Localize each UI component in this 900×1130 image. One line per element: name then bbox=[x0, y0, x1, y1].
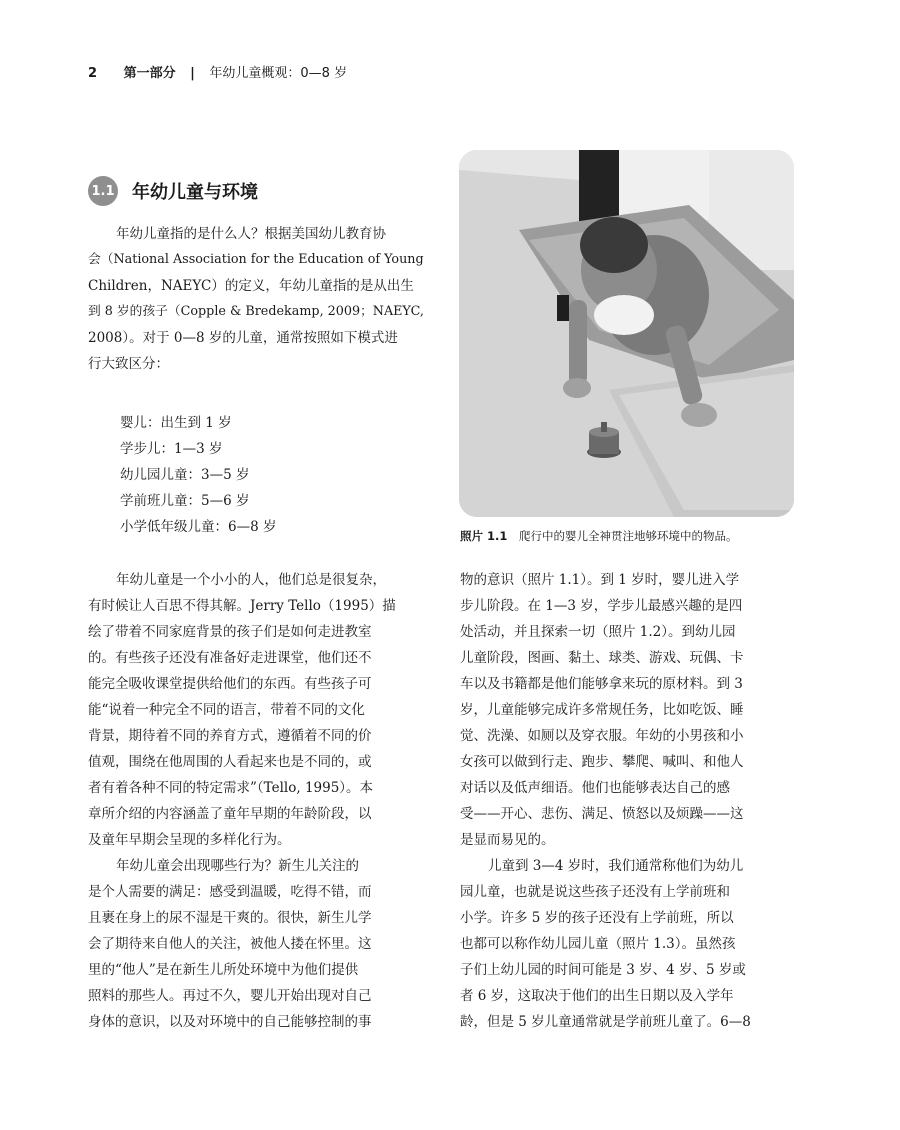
text-line: 章所介绍的内容涵盖了童年早期的年龄阶段，以 bbox=[88, 806, 372, 822]
section-number-badge: 1.1 bbox=[88, 176, 118, 206]
text-line: 有时候让人百思不得其解。Jerry Tello（1995）描 bbox=[88, 598, 396, 614]
section-title: 年幼儿童与环境 bbox=[132, 182, 258, 203]
header-separator: | bbox=[190, 66, 195, 81]
text-line: 小学。许多 5 岁的孩子还没有上学前班，所以 bbox=[460, 910, 734, 926]
text-line: 照料的那些人。再过不久，婴儿开始出现对自己 bbox=[88, 988, 372, 1004]
text-line: 能“说着一种完全不同的语言，带着不同的文化 bbox=[88, 702, 365, 718]
list-item: 婴儿：出生到 1 岁 bbox=[120, 415, 232, 431]
part-label: 第一部分 bbox=[123, 66, 176, 81]
text-line: 年幼儿童会出现哪些行为？新生儿关注的 bbox=[116, 858, 359, 874]
text-line: 值观，围绕在他周围的人看起来也是不同的，或 bbox=[88, 754, 372, 770]
text-line: 会了期待来自他人的关注，被他人搂在怀里。这 bbox=[88, 936, 372, 952]
text-line: 是显而易见的。 bbox=[460, 832, 555, 848]
intro-paragraph bbox=[88, 221, 425, 377]
list-item: 学步儿：1—3 岁 bbox=[120, 441, 223, 457]
photo-illustration bbox=[459, 150, 794, 517]
running-header bbox=[88, 62, 347, 81]
text-line: 觉、洗澡、如厕以及穿衣服。年幼的小男孩和小 bbox=[460, 728, 744, 744]
photo-crawling-infant bbox=[459, 150, 794, 517]
page-number: 2 bbox=[88, 66, 98, 81]
text-line: 及童年早期会呈现的多样化行为。 bbox=[88, 832, 291, 848]
text-line: 背景，期待着不同的养育方式，遵循着不同的价 bbox=[88, 728, 372, 744]
left-column-text bbox=[88, 567, 425, 1035]
list-item: 幼儿园儿童：3—5 岁 bbox=[120, 467, 250, 483]
text-line: 身体的意识，以及对环境中的自己能够控制的事 bbox=[88, 1014, 372, 1030]
text-line: 步儿阶段。在 1—3 岁，学步儿最感兴趣的是四 bbox=[460, 598, 743, 614]
text-line: 的。有些孩子还没有准备好走进课堂，他们还不 bbox=[88, 650, 372, 666]
text-line: 年幼儿童指的是什么人？根据美国幼儿教育协 bbox=[116, 226, 386, 242]
text-line: 车以及书籍都是他们能够拿来玩的原材料。到 3 bbox=[460, 676, 743, 692]
text-line: 且裹在身上的尿不湿是干爽的。很快，新生儿学 bbox=[88, 910, 372, 926]
text-line: 是个人需要的满足：感受到温暖，吃得不错，而 bbox=[88, 884, 372, 900]
section-heading bbox=[88, 176, 258, 206]
text-line: 受——开心、悲伤、满足、愤怒以及烦躁——这 bbox=[460, 806, 744, 822]
text-line: 行大致区分： bbox=[88, 356, 169, 372]
text-line: 会（National Association for the Education of Young bbox=[88, 252, 424, 267]
age-group-list bbox=[120, 410, 276, 540]
text-line: 儿童阶段，图画、黏土、球类、游戏、玩偶、卡 bbox=[460, 650, 744, 666]
text-line: 龄，但是 5 岁儿童通常就是学前班儿童了。6—8 bbox=[460, 1014, 751, 1030]
text-line: 岁，儿童能够完成许多常规任务，比如吃饭、睡 bbox=[460, 702, 744, 718]
text-line: 绘了带着不同家庭背景的孩子们是如何走进教室 bbox=[88, 624, 372, 640]
text-line: 儿童到 3—4 岁时，我们通常称他们为幼儿 bbox=[488, 858, 744, 874]
list-item: 小学低年级儿童：6—8 岁 bbox=[120, 519, 277, 535]
text-line: 物的意识（照片 1.1）。到 1 岁时，婴儿进入学 bbox=[460, 572, 740, 588]
text-line: 园儿童，也就是说这些孩子还没有上学前班和 bbox=[460, 884, 730, 900]
right-column-text bbox=[460, 567, 794, 1035]
text-line: 年幼儿童是一个小小的人，他们总是很复杂， bbox=[116, 572, 386, 588]
caption-label: 照片 1.1 bbox=[460, 529, 508, 543]
text-line: 也都可以称作幼儿园儿童（照片 1.3）。虽然孩 bbox=[460, 936, 736, 952]
text-line: 2008）。对于 0—8 岁的儿童，通常按照如下模式进 bbox=[88, 330, 398, 346]
text-line: 子们上幼儿园的时间可能是 3 岁、4 岁、5 岁或 bbox=[460, 962, 746, 978]
list-item: 学前班儿童：5—6 岁 bbox=[120, 493, 250, 509]
text-line: 到 8 岁的孩子（Copple & Bredekamp, 2009；NAEYC, bbox=[88, 304, 424, 319]
text-line: 者 6 岁，这取决于他们的出生日期以及入学年 bbox=[460, 988, 734, 1004]
text-line: 者有着各种不同的特定需求”（Tello, 1995）。本 bbox=[88, 780, 374, 796]
text-line: 处活动，并且探索一切（照片 1.2）。到幼儿园 bbox=[460, 624, 736, 640]
chapter-title: 年幼儿童概观：0—8 岁 bbox=[209, 66, 348, 81]
text-line: Children，NAEYC）的定义，年幼儿童指的是从出生 bbox=[88, 278, 414, 294]
photo-caption bbox=[460, 528, 738, 544]
text-line: 女孩可以做到行走、跑步、攀爬、喊叫、和他人 bbox=[460, 754, 744, 770]
text-line: 对话以及低声细语。他们也能够表达自己的感 bbox=[460, 780, 730, 796]
text-line: 能完全吸收课堂提供给他们的东西。有些孩子可 bbox=[88, 676, 372, 692]
text-line: 里的“他人”是在新生儿所处环境中为他们提供 bbox=[88, 962, 359, 978]
caption-text: 爬行中的婴儿全神贯注地够环境中的物品。 bbox=[519, 529, 738, 543]
